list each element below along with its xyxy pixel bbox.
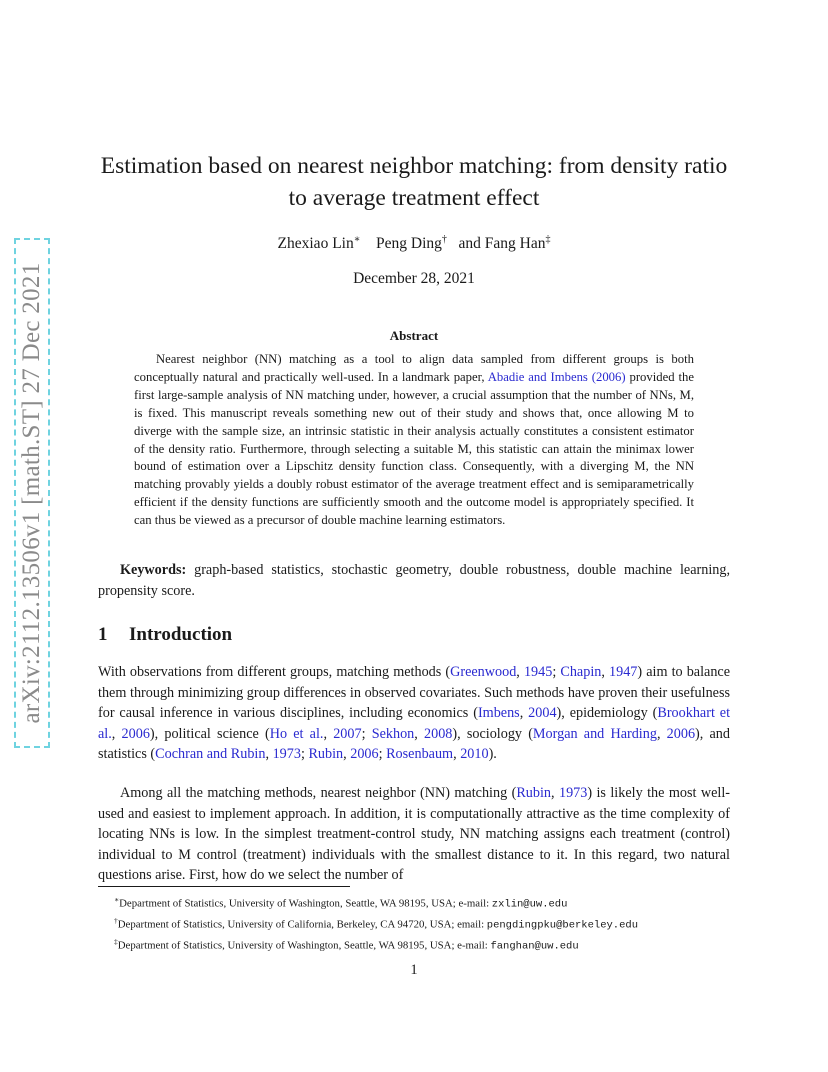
citation-link[interactable]: 2008 [424,725,453,742]
paragraph-text: ), political science ( [149,725,270,742]
paragraph-text: , [343,746,351,763]
citation-link[interactable]: Ho et al. [269,725,324,742]
author-footnote-mark[interactable]: ∗ [353,234,361,245]
citation-link[interactable]: 2006 [121,725,150,742]
paragraph-text: , [601,664,610,680]
paragraph-text: ) is likely the most well-used and easiest to implement approach. In addition, it is computationally attractive as the time complexity of locating NNs is low. In the simplest treatment-control study, NN matching assigns each treatment (control) individual to M control (treatment) individuals with the smallest distance to it. In this regard, two natural questions arise. First, how do we select the number of [98,785,731,884]
footnote-email[interactable]: fanghan@uw.edu [490,940,579,953]
citation-link[interactable]: Abadie and Imbens (2006) [487,369,626,384]
paragraph-text: , [656,725,667,742]
citation-link[interactable]: Morgan and Harding [532,725,657,742]
footnote [114,913,638,934]
abstract-text [134,351,694,530]
citation-link[interactable]: 2006 [350,746,379,763]
footnote-text: Department of Statistics, University of Washington, Seattle, WA 98195, USA; e-mail: [119,897,492,910]
arxiv-identifier-text: arXiv:2112.13506v1 [math.ST] 27 Dec 2021 [18,262,45,724]
citation-link[interactable]: 1947 [609,664,638,680]
keywords [98,560,730,601]
citation-link[interactable]: 2010 [460,746,489,763]
citation-link[interactable]: 2007 [333,725,362,742]
footnote-mark: ‡ [114,937,118,947]
citation-link[interactable]: 1973 [272,746,301,763]
paragraph-text: With observations from different groups, matching methods ( [98,664,451,680]
paragraph-text: , [323,725,334,742]
author-list [100,234,728,253]
citation-link[interactable]: 2004 [528,705,557,722]
footnote-mark: ∗ [114,895,120,904]
citation-link[interactable]: Sekhon [371,725,415,742]
citation-link[interactable]: Rubin [308,746,344,763]
section-number: 1 [98,624,108,645]
citation-link[interactable]: Rubin [516,785,551,801]
footnotes [114,892,638,955]
paragraph-text: ) aim to balance them through minimizing group differences in observed covariates. Such methods have proven their usefulness for causal inference in various disciplines, including economics ( [98,664,731,722]
paragraph-text: ; [300,746,309,763]
paragraph-text: ; [378,746,387,763]
author-name: and Fang Han [458,235,546,253]
citation-link[interactable]: 1945 [523,664,553,680]
body-paragraph-1 [98,662,730,765]
footnote [114,934,638,955]
citation-link[interactable]: 1973 [558,785,588,801]
paragraph-text: ; [361,725,372,742]
footnote-mark: † [114,916,118,926]
citation-link[interactable]: Greenwood [450,664,517,680]
section-title: Introduction [129,624,233,645]
footnote-text: Department of Statistics, University of California, Berkeley, CA 94720, USA; email: [117,918,487,931]
author-name: Zhexiao Lin [277,235,354,253]
paragraph-text: ), epidemiology ( [556,705,658,722]
citation-link[interactable]: Chapin [560,664,602,680]
paragraph-text: ), sociology ( [452,725,533,742]
abstract-heading: Abstract [389,328,439,343]
paragraph-text: Among all the matching methods, nearest neighbor (NN) matching ( [120,785,517,801]
footnote-text: Department of Statistics, University of Washington, Seattle, WA 98195, USA; e-mail: [117,939,491,952]
paragraph-text: , [453,746,461,763]
keywords-text: graph-based statistics, stochastic geometry, double robustness, double machine learning, propensity score. [98,562,730,599]
citation-link[interactable]: Rosenbaum [386,746,454,763]
abstract-text-part: provided the first large-sample analysis of NN matching under, however, a crucial assumption that the number of NNs, M, is fixed. This manuscript reveals something new out of their study and shows that, once allowing M to diverge with the sample size, an intrinsic statistic in their analysis actually constitutes a consistent estimator of the density ratio. Furthermore, through selecting a suitable M, this statistic can attain the minimax lower bound of estimation over a Lipschitz density function class. Consequently, with a diverging M, the NN matching provably yields a doubly robust estimator of the average treatment effect and is semiparametrically efficient if the density functions are sufficiently smooth and the outcome model is appropriately specified. It can thus be viewed as a precursor of double machine learning estimators. [134,369,694,528]
paragraph-text: ), and statistics ( [98,725,730,763]
paragraph-text: , [551,785,559,801]
paper-date: December 28, 2021 [353,270,475,287]
paragraph-text: , [265,746,273,763]
page-number: 1 [410,962,418,978]
author-footnote-mark[interactable]: ‡ [545,234,551,245]
paper-title: Estimation based on nearest neighbor matching: from density ratio to average treatment effect [100,153,728,211]
footnote-email[interactable]: zxlin@uw.edu [491,898,568,911]
author-name: Peng Ding [376,235,442,253]
abstract-text-part: Nearest neighbor (NN) matching as a tool to align data sampled from different groups is both conceptually natural and practically well-used. In a landmark paper, [134,352,694,384]
citation-link[interactable]: Brookhart et al. [98,705,731,742]
body-paragraph-2 [98,783,730,886]
footnote-rule [98,886,350,887]
paragraph-text: ; [552,664,561,680]
paragraph-text: , [516,664,524,680]
footnote-email[interactable]: pengdingpku@berkeley.edu [486,919,639,932]
paragraph-text: ). [488,746,497,763]
keywords-label: Keywords: [120,562,187,578]
paragraph-text: , [111,725,122,742]
author-footnote-mark[interactable]: † [441,234,447,245]
citation-link[interactable]: 2006 [666,725,696,742]
citation-link[interactable]: Imbens [477,705,520,722]
citation-link[interactable]: Cochran and Rubin [155,746,266,763]
footnote [114,892,638,913]
paragraph-text: , [414,725,424,742]
arxiv-identifier-stamp [14,238,50,748]
section-heading [98,624,232,646]
paragraph-text: , [519,705,529,722]
